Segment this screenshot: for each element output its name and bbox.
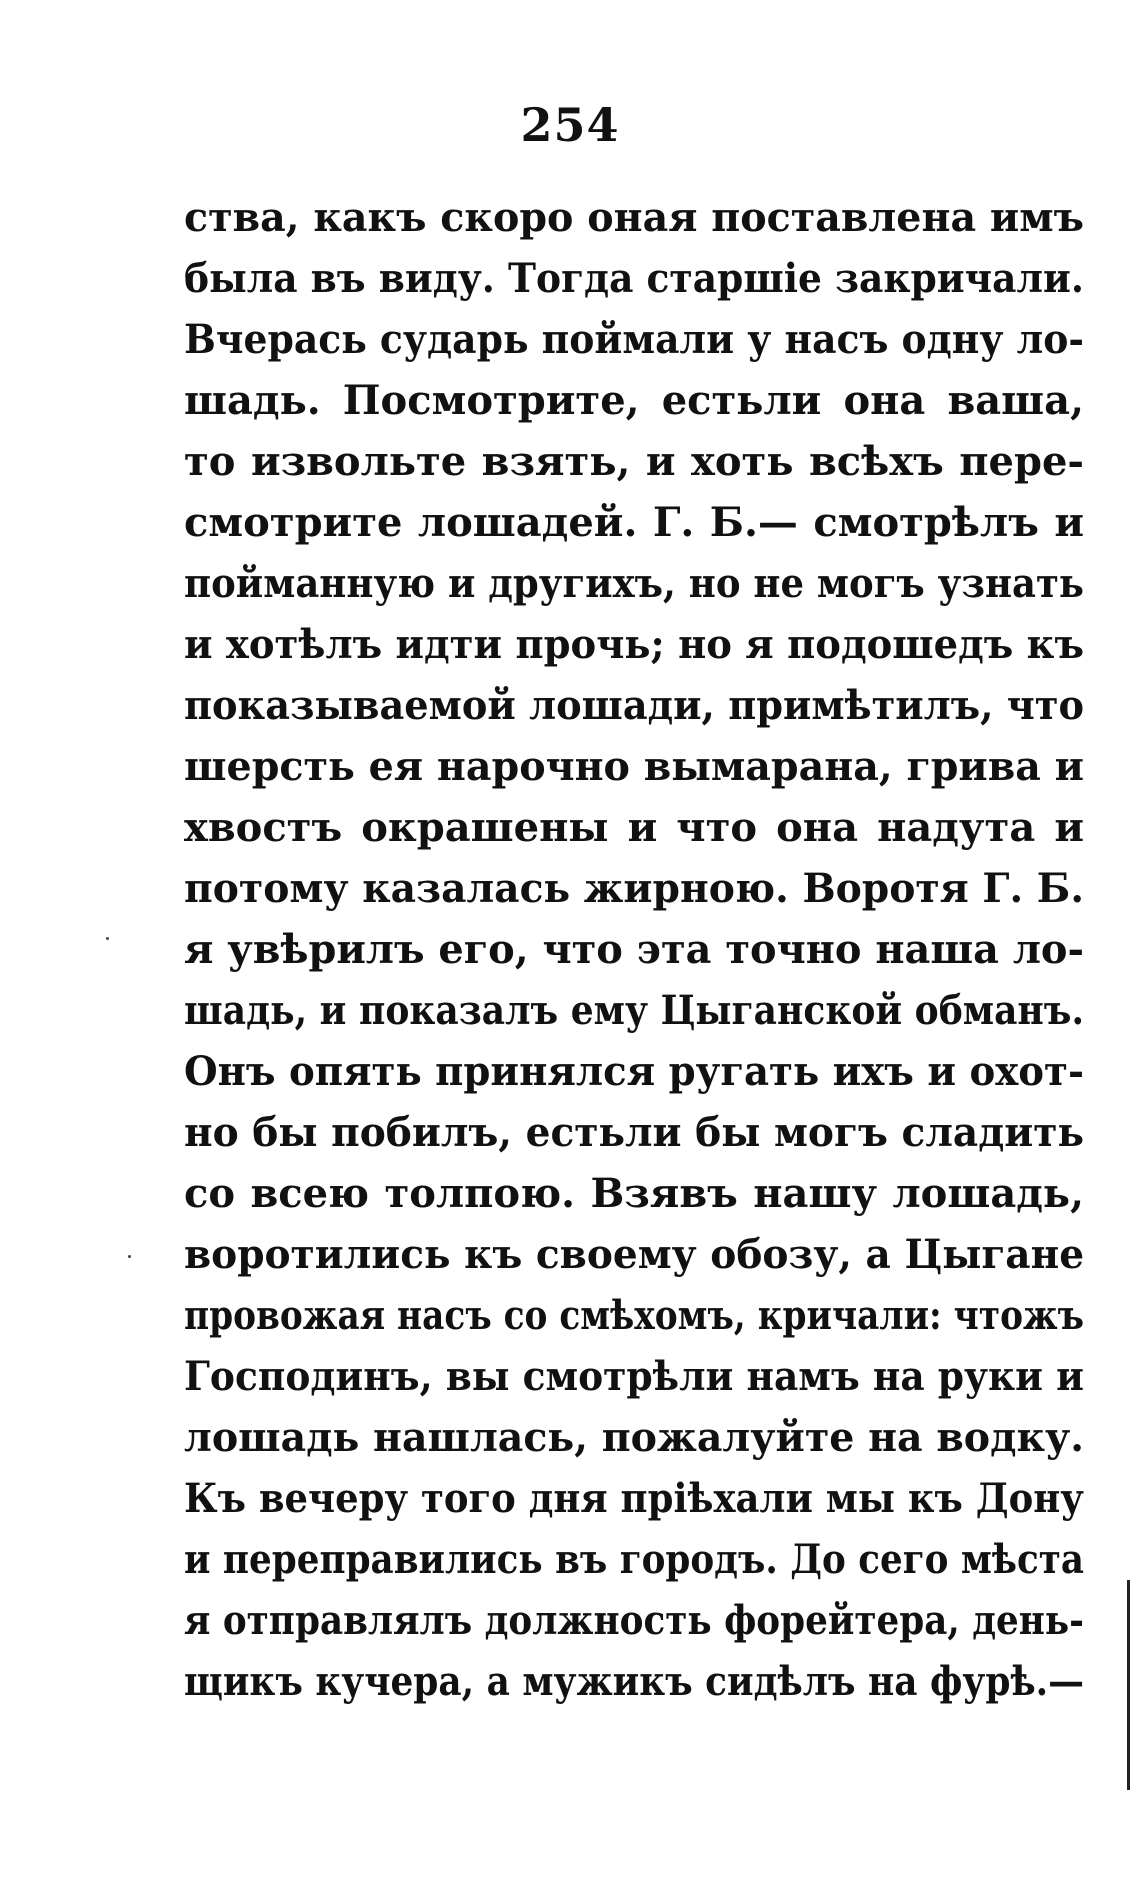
page-number: 254 <box>520 98 620 152</box>
text-line: Къ вечеру того дня пріѣхали мы къ Дону <box>184 1475 1084 1522</box>
text-line: провожая насъ со смѣхомъ, кричали: чтожъ <box>184 1292 1084 1339</box>
body-text <box>184 187 1084 1712</box>
text-line: ства, какъ скоро оная поставлена имъ <box>184 194 1084 241</box>
text-line: Вчерась сударь поймали у насъ одну ло- <box>184 316 1084 363</box>
text-line: лошадь нашлась, пожалуйте на водку. <box>184 1414 1084 1461</box>
text-line: воротились къ своему обозу, а Цыгане <box>184 1231 1084 1278</box>
text-line: я отправлялъ должность форейтера, день- <box>184 1597 1084 1644</box>
text-line: показываемой лошади, примѣтилъ, что <box>184 682 1084 729</box>
scan-speck <box>128 1255 131 1258</box>
text-line: я увѣрилъ его, что эта точно наша ло- <box>184 926 1084 973</box>
text-line: смотрите лошадей. Г. Б.— смотрѣлъ и <box>184 499 1084 546</box>
text-line: щикъ кучера, а мужикъ сидѣлъ на фурѣ.— <box>184 1658 1084 1705</box>
text-line: то извольте взять, и хоть всѣхъ пере- <box>184 438 1084 485</box>
text-line: но бы побилъ, естьли бы могъ сладить <box>184 1109 1084 1156</box>
text-line: Господинъ, вы смотрѣли намъ на руки и <box>184 1353 1084 1400</box>
text-line: шадь, и показалъ ему Цыганской обманъ. <box>184 987 1084 1034</box>
text-line: была въ виду. Тогда старшіе закричали. <box>184 255 1084 302</box>
text-line: пойманную и другихъ, но не могъ узнать <box>184 560 1084 607</box>
text-line: потому казалась жирною. Воротя Г. Б. <box>184 865 1084 912</box>
scan-speck <box>106 937 109 940</box>
text-line: и хотѣлъ идти прочь; но я подошедъ къ <box>184 621 1084 668</box>
text-line: Онъ опять принялся ругать ихъ и охот- <box>184 1048 1084 1095</box>
text-line: со всею толпою. Взявъ нашу лошадь, <box>184 1170 1084 1217</box>
text-line: хвостъ окрашены и что она надута и <box>184 804 1084 851</box>
text-line: и переправились въ городъ. До сего мѣста <box>184 1536 1084 1583</box>
scan-edge-mark <box>1127 1580 1130 1790</box>
text-line: шерсть ея нарочно вымарана, грива и <box>184 743 1084 790</box>
text-line: шадь. Посмотрите, естьли она ваша, <box>184 377 1084 424</box>
